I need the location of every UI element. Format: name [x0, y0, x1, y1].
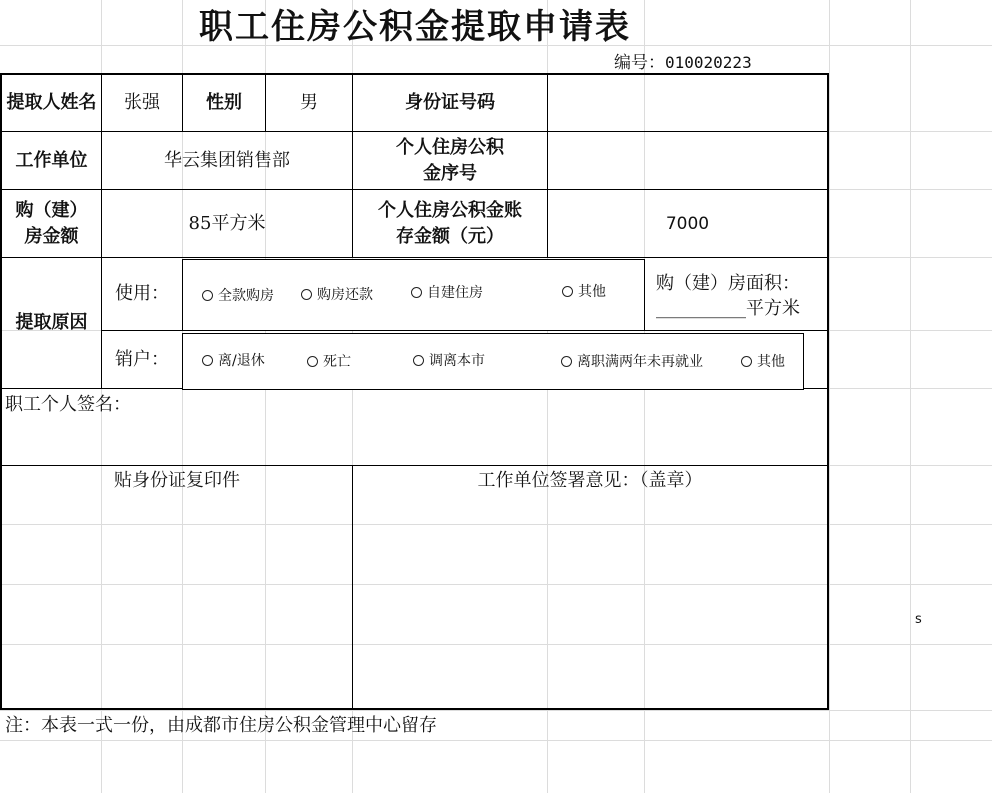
serial-number [614, 51, 752, 75]
id-number-label: 身份证号码 [405, 92, 495, 113]
close-option-relocate[interactable] [413, 350, 485, 370]
gender-label: 性别 [206, 92, 242, 113]
footnote: 注：本表一式一份，由成都市住房公积金管理中心留存 [5, 715, 437, 736]
use-option-self-build[interactable] [411, 282, 483, 302]
radio-icon [202, 290, 213, 301]
use-option-full-purchase[interactable] [202, 285, 274, 305]
radio-icon [741, 356, 752, 367]
close-account-label: 销户： [115, 348, 169, 370]
purchase-amount-value[interactable]: 85平方米 [188, 212, 266, 234]
signature-field[interactable] [2, 418, 827, 464]
employer-opinion-area[interactable] [353, 496, 827, 708]
serial-label: 编号： [614, 53, 665, 73]
purchase-amount-label: 购（建）房金额 [15, 199, 88, 247]
employer-value[interactable]: 华云集团销售部 [164, 149, 290, 171]
radio-icon [411, 287, 422, 298]
stray-cell-text[interactable]: s [915, 612, 922, 627]
radio-icon [301, 289, 312, 300]
fund-balance-value[interactable]: 7000 [665, 213, 710, 234]
use-option-label: 购房还款 [317, 287, 373, 303]
applicant-name-value[interactable]: 张强 [124, 92, 160, 113]
close-option-label: 离/退休 [218, 353, 265, 369]
id-copy-label: 贴身份证复印件 [114, 470, 240, 491]
signature-label: 职工个人签名： [5, 394, 131, 415]
close-option-label: 其他 [757, 354, 785, 370]
use-option-other[interactable] [562, 281, 606, 301]
fund-account-label: 个人住房公积金序号 [396, 136, 504, 184]
gender-value[interactable]: 男 [300, 92, 318, 113]
serial-value: 010020223 [665, 53, 752, 72]
use-option-label: 全款购房 [218, 288, 274, 304]
close-option-label: 死亡 [323, 354, 351, 370]
use-option-label: 其他 [578, 284, 606, 300]
use-option-loan-repay[interactable] [301, 284, 373, 304]
use-label: 使用： [115, 283, 169, 304]
close-option-death[interactable] [307, 351, 351, 371]
radio-icon [562, 286, 573, 297]
withdrawal-reason-label: 提取原因 [15, 312, 88, 333]
use-option-label: 自建住房 [427, 285, 483, 301]
employer-label: 工作单位 [15, 149, 88, 171]
house-area-field[interactable]: __________平方米 [656, 298, 800, 319]
close-option-unemployed[interactable] [561, 351, 703, 371]
close-option-label: 调离本市 [429, 353, 485, 369]
fund-balance-label: 个人住房公积金账存金额（元） [378, 199, 522, 247]
radio-icon [307, 356, 318, 367]
close-option-other[interactable] [741, 351, 785, 371]
id-copy-area[interactable] [2, 496, 352, 708]
house-area-label: 购（建）房面积： [656, 273, 800, 294]
close-option-retire[interactable] [202, 350, 265, 370]
close-option-label: 离职满两年未再就业 [577, 354, 703, 370]
radio-icon [202, 355, 213, 366]
radio-icon [413, 355, 424, 366]
form-title: 职工住房公积金提取申请表 [199, 7, 631, 47]
radio-icon [561, 356, 572, 367]
close-options-box [182, 333, 804, 390]
fund-account-value[interactable] [548, 132, 827, 189]
applicant-name-label: 提取人姓名 [6, 92, 97, 113]
id-number-value[interactable] [548, 75, 827, 131]
employer-opinion-label: 工作单位签署意见：（盖章） [477, 470, 703, 491]
